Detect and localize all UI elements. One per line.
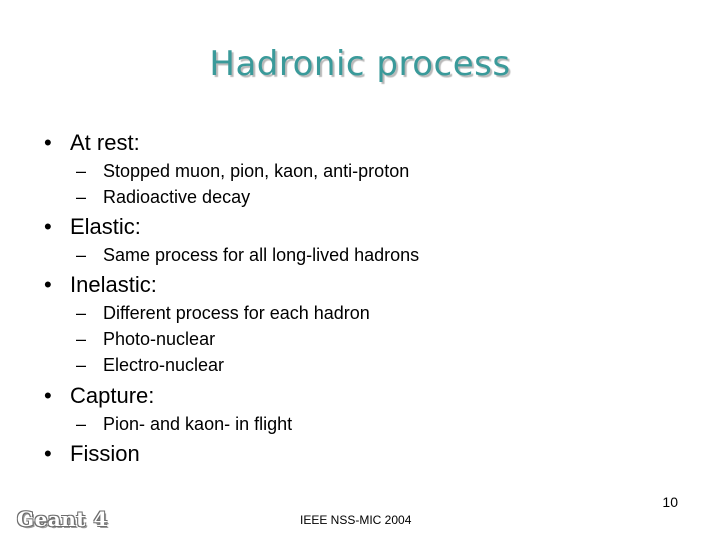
sub-item	[76, 354, 224, 376]
sub-item-text: Stopped muon, pion, kaon, anti-proton	[103, 161, 410, 181]
sub-item	[76, 244, 419, 266]
sub-item	[76, 328, 215, 350]
sub-item	[76, 160, 409, 182]
geant4-logo: Geant 4	[17, 507, 108, 531]
sub-item-text: Radioactive decay	[103, 187, 251, 207]
bullet-label: Inelastic:	[70, 272, 157, 297]
bullet-glyph: •	[44, 441, 52, 466]
bullet-glyph: •	[44, 130, 52, 155]
dash-glyph: –	[76, 303, 87, 323]
footer-conference: IEEE NSS-MIC 2004	[300, 513, 412, 527]
dash-glyph: –	[76, 414, 87, 434]
sub-item	[76, 186, 250, 208]
bullet-label: Elastic:	[70, 214, 141, 239]
sub-item-text: Pion- and kaon- in flight	[103, 414, 293, 434]
bullet-label: Fission	[70, 441, 140, 466]
dash-glyph: –	[76, 355, 87, 375]
bullet-item	[44, 441, 140, 467]
dash-glyph: –	[76, 161, 87, 181]
sub-item-text: Electro-nuclear	[103, 355, 225, 375]
sub-item-text: Different process for each hadron	[103, 303, 370, 323]
bullet-glyph: •	[44, 272, 52, 297]
sub-item	[76, 413, 292, 435]
slide-title: Hadronic process	[209, 44, 511, 84]
bullet-label: Capture:	[70, 383, 155, 408]
bullet-item	[44, 130, 140, 156]
bullet-glyph: •	[44, 383, 52, 408]
page-number: 10	[662, 494, 678, 510]
bullet-item	[44, 272, 157, 298]
dash-glyph: –	[76, 187, 87, 207]
sub-item-text: Same process for all long-lived hadrons	[103, 245, 420, 265]
sub-item	[76, 302, 370, 324]
bullet-glyph: •	[44, 214, 52, 239]
bullet-item	[44, 383, 154, 409]
bullet-label: At rest:	[70, 130, 140, 155]
sub-item-text: Photo-nuclear	[103, 329, 216, 349]
bullet-item	[44, 214, 141, 240]
dash-glyph: –	[76, 245, 87, 265]
dash-glyph: –	[76, 329, 87, 349]
